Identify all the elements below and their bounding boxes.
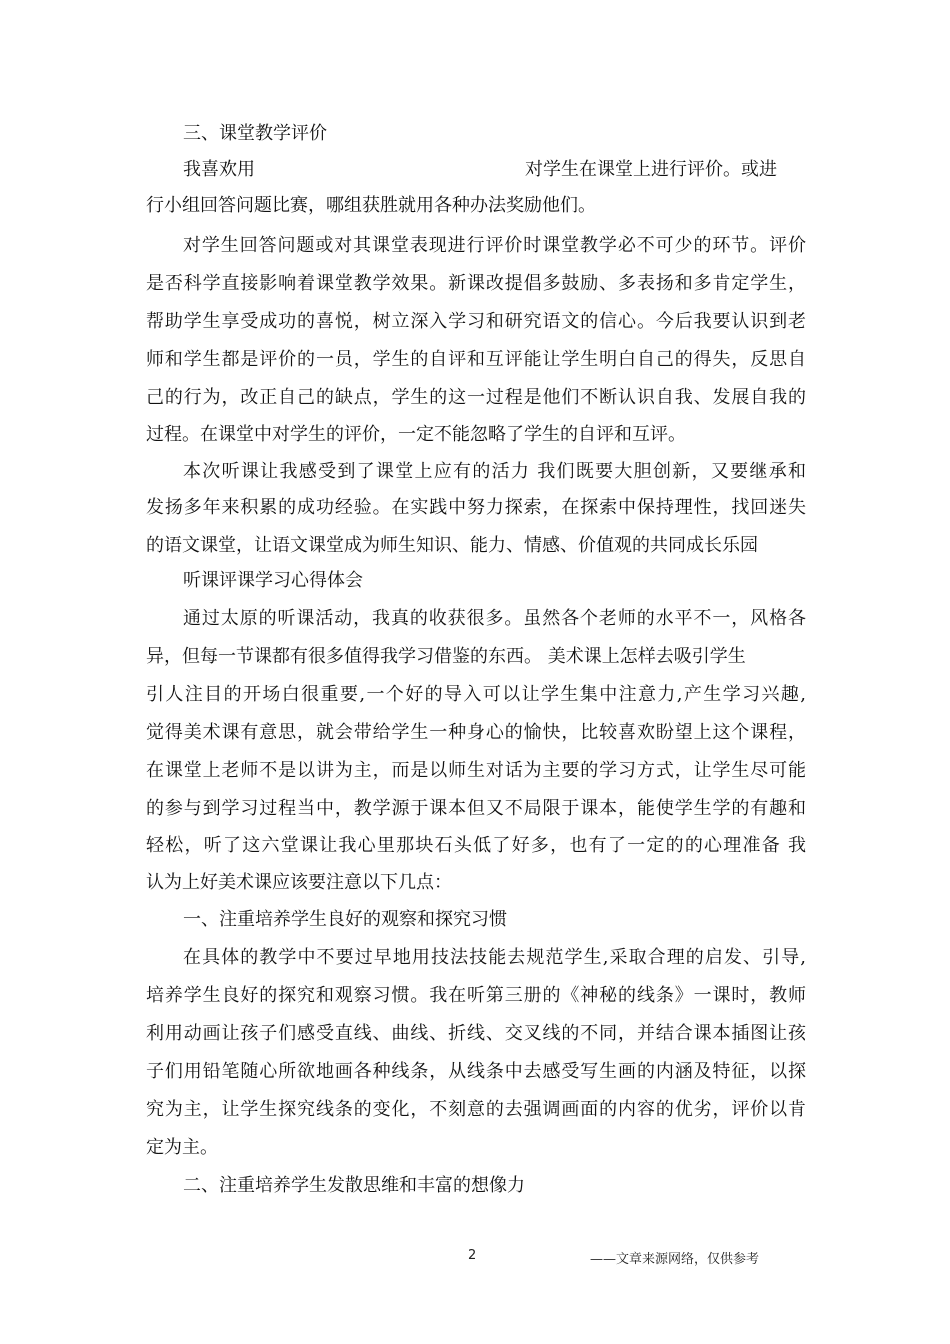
- paragraph-line: 师和学生都是评价的一员，学生的自评和互评能让学生明白自己的得失，反思自: [146, 349, 806, 370]
- paragraph-line: 是否科学直接影响着课堂教学效果。新课改提倡多鼓励、多表扬和多肯定学生，: [146, 273, 806, 294]
- paragraph-line: 在具体的教学中不要过早地用技法技能去规范学生,采取合理的启发、引导,: [183, 947, 806, 968]
- paragraph-line: 子们用铅笔随心所欲地画各种线条，从线条中去感受写生画的内涵及特征，以探: [146, 1061, 806, 1082]
- paragraph-line: 行小组回答问题比赛，哪组获胜就用各种办法奖励他们。: [146, 195, 596, 216]
- text-fragment: 我喜欢用: [183, 159, 255, 180]
- paragraph-line: 觉得美术课有意思，就会带给学生一种身心的愉快，比较喜欢盼望上这个课程，: [146, 722, 806, 743]
- footer-note: ——文章来源网络，仅供参考: [590, 1252, 760, 1267]
- text-fragment: 对学生在课堂上进行评价。或进: [525, 159, 777, 180]
- section-heading: 二、注重培养学生发散思维和丰富的想像力: [183, 1175, 525, 1196]
- paragraph-line: [183, 160, 806, 182]
- paragraph-line: 通过太原的听课活动，我真的收获很多。虽然各个老师的水平不一，风格各: [183, 608, 806, 629]
- paragraph-line: 认为上好美术课应该要注意以下几点：: [146, 872, 452, 893]
- paragraph-line: 对学生回答问题或对其课堂表现进行评价时课堂教学必不可少的环节。评价: [183, 235, 806, 256]
- section-heading: 听课评课学习心得体会: [183, 570, 363, 591]
- page-number: 2: [468, 1248, 477, 1263]
- paragraph-line: 发扬多年来积累的成功经验。在实践中努力探索，在探索中保持理性，找回迷失: [146, 497, 806, 518]
- paragraph-line: 培养学生良好的探究和观察习惯。我在听第三册的《神秘的线条》一课时，教师: [146, 985, 806, 1006]
- paragraph-line: 过程。在课堂中对学生的评价，一定不能忽略了学生的自评和互评。: [146, 424, 686, 445]
- paragraph-line: 异，但每一节课都有很多值得我学习借鉴的东西。 美术课上怎样去吸引学生: [146, 646, 746, 667]
- paragraph-line: 帮助学生享受成功的喜悦，树立深入学习和研究语文的信心。今后我要认识到老: [146, 311, 806, 332]
- paragraph-line: 本次听课让我感受到了课堂上应有的活力 我们既要大胆创新，又要继承和: [183, 461, 806, 482]
- section-heading: 三、课堂教学评价: [183, 123, 327, 144]
- paragraph-line: 定为主。: [146, 1137, 218, 1158]
- paragraph-line: 引人注目的开场白很重要,一个好的导入可以让学生集中注意力,产生学习兴趣,: [146, 684, 806, 705]
- paragraph-line: 利用动画让孩子们感受直线、曲线、折线、交叉线的不同，并结合课本插图让孩: [146, 1023, 806, 1044]
- paragraph-line: 的语文课堂，让语文课堂成为师生知识、能力、情感、价值观的共同成长乐园: [146, 535, 758, 556]
- paragraph-line: 轻松，听了这六堂课让我心里那块石头低了好多，也有了一定的的心理准备 我: [146, 835, 806, 856]
- paragraph-line: 己的行为，改正自己的缺点，学生的这一过程是他们不断认识自我、发展自我的: [146, 387, 806, 408]
- paragraph-line: 在课堂上老师不是以讲为主，而是以师生对话为主要的学习方式，让学生尽可能: [146, 760, 806, 781]
- paragraph-line: 究为主，让学生探究线条的变化，不刻意的去强调画面的内容的优劣，评价以肯: [146, 1099, 806, 1120]
- paragraph-line: 的参与到学习过程当中，教学源于课本但又不局限于课本，能使学生学的有趣和: [146, 798, 806, 819]
- section-heading: 一、注重培养学生良好的观察和探究习惯: [183, 909, 507, 930]
